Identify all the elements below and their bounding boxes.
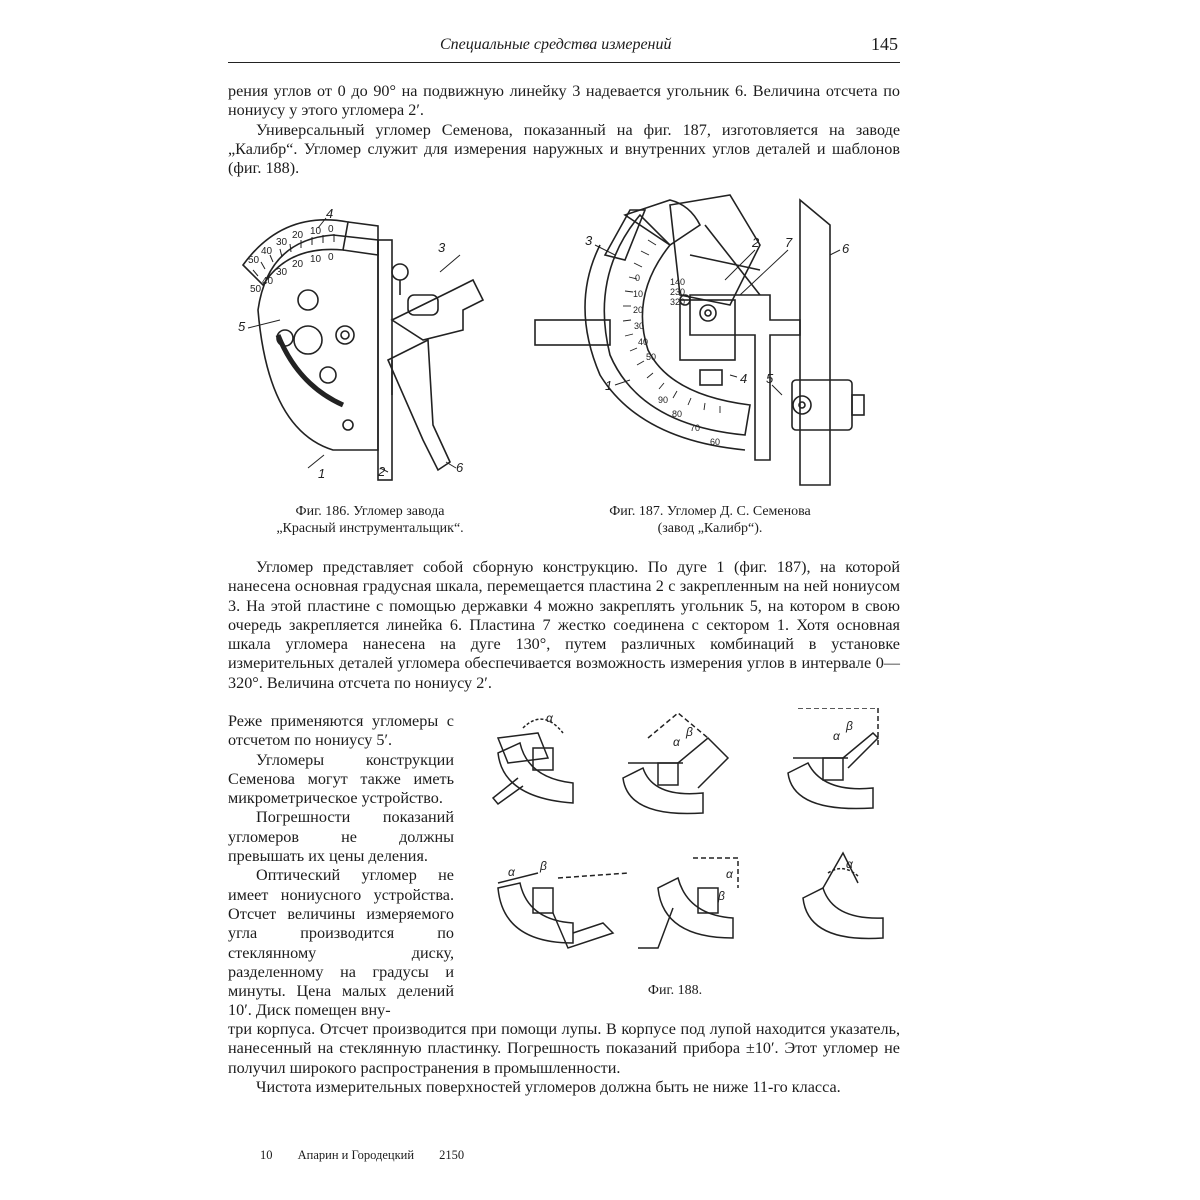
- figure-186-caption: [260, 503, 480, 537]
- fig187-scale-80: 80: [672, 409, 683, 419]
- fig187-scale-230: 230: [670, 287, 686, 297]
- fig188-alpha-4: α: [508, 865, 515, 879]
- fig188-beta-5: β: [718, 889, 725, 903]
- fig188-alpha-5: α: [726, 867, 733, 881]
- page-header: [228, 28, 900, 63]
- fig187-label-5: 5: [766, 371, 774, 386]
- fig186-vernier-40: 40: [261, 246, 273, 257]
- fig186-scale-30: 30: [276, 267, 288, 278]
- fig187-scale-0: 0: [635, 273, 641, 283]
- fig187-label-6: 6: [842, 241, 850, 256]
- fig186-scale-20: 20: [292, 259, 304, 270]
- fig186-vernier-0: 0: [328, 224, 334, 235]
- bottom-text: [228, 1020, 900, 1097]
- figure-188-drawing: [478, 708, 898, 978]
- fig186-label-2: 2: [378, 464, 386, 479]
- fig186-scale-50: 50: [250, 284, 262, 295]
- fig188-beta-4: β: [540, 859, 547, 873]
- fig187-scale-20: 20: [633, 305, 644, 315]
- fig187-scale-40: 40: [638, 337, 649, 347]
- paragraph-4: Реже применяются угломеры с отсчетом по нониусу 5′.: [228, 712, 454, 750]
- fig186-vernier-30: 30: [276, 237, 288, 248]
- page-number: 145: [871, 34, 898, 54]
- fig186-scale-0: 0: [328, 252, 334, 263]
- fig187-label-7: 7: [785, 235, 793, 250]
- fig188-beta-2: β: [686, 725, 693, 739]
- running-title: Специальные средства измерений: [440, 36, 672, 53]
- fig187-label-3: 3: [585, 233, 593, 248]
- fig187-scale-10: 10: [633, 289, 644, 299]
- figure-187-caption: [570, 503, 850, 537]
- paragraph-7: Оптический угломер не имеет нониусного устройства. Отсчет величины измеряемого угла производится по стеклянному диску, разделенному на градусы и минуты. Цена малых делений 10′. Диск помещен вну-: [228, 866, 454, 1020]
- fig187-scale-50: 50: [646, 352, 657, 362]
- fig186-label-6: 6: [456, 460, 464, 475]
- fig186-caption-line2: „Красный инструментальщик“.: [276, 521, 464, 536]
- figure-186-drawing: [228, 200, 488, 490]
- fig188-alpha-2: α: [673, 735, 680, 749]
- fig187-scale-90: 90: [658, 395, 669, 405]
- fig186-scale-40: 40: [262, 276, 274, 287]
- fig186-vernier-50: 50: [248, 255, 260, 266]
- fig186-scale-10: 10: [310, 254, 322, 265]
- main-text: [228, 558, 900, 693]
- fig187-caption-line1: Фиг. 187. Угломер Д. С. Семенова: [609, 504, 811, 519]
- paragraph-5: Угломеры конструкции Семенова могут также иметь микрометрическое устройство.: [228, 750, 454, 808]
- paragraph-3: Угломер представляет собой сборную конструкцию. По дуге 1 (фиг. 187), на которой нанесена основная градусная шкала, перемещается пластина 2 с закрепленным на ней нониусом 3. На этой пластине с помощью державки 4 можно закреплять угольник 5, на котором в свою очередь закрепляется линейка 6. Пластина 7 жестко соединена с сектором 1. Хотя основная шкала угломера нанесена на дуге 130°, путем различных комбинаций в установке измерительных деталей угломера обеспечивается возможность измерения углов в интервале 0—320°. Величина отсчета по нониусу 2′.: [228, 558, 900, 692]
- fig188-alpha-6: α: [846, 857, 853, 871]
- fig187-scale-140: 140: [670, 277, 686, 287]
- fig187-scale-70: 70: [690, 423, 701, 433]
- fig186-vernier-10: 10: [310, 226, 322, 237]
- authors: Апарин и Городецкий: [297, 1148, 415, 1162]
- paragraph-8: три корпуса. Отсчет производится при помощи лупы. В корпусе под лупой находится указатель, нанесенный на стеклянную пластинку. Погрешность показаний прибора ±10′. Этот угломер не получил широкого распространения в промышленности.: [228, 1020, 900, 1077]
- fig187-label-2: 2: [752, 235, 760, 250]
- fig188-alpha-1: α: [546, 711, 553, 725]
- fig186-label-5: 5: [238, 319, 246, 334]
- paragraph-1: рения углов от 0 до 90° на подвижную линейку 3 надевается угольник 6. Величина отсчета по нониусу у этого угломера 2′.: [228, 82, 900, 120]
- fig187-caption-line2: (завод „Калибр“).: [657, 521, 763, 536]
- figure-188-caption: Фиг. 188.: [647, 983, 703, 998]
- fig186-label-1: 1: [318, 466, 326, 481]
- top-text: [228, 82, 900, 178]
- fig187-scale-30: 30: [634, 321, 645, 331]
- fig187-scale-320: 320: [670, 297, 686, 307]
- signature-number: 10: [260, 1148, 273, 1162]
- order-number: 2150: [439, 1148, 465, 1162]
- paragraph-6: Погрешности показаний угломеров не должны превышать их цены деления.: [228, 808, 454, 866]
- fig186-label-3: 3: [438, 240, 446, 255]
- fig186-caption-line1: Фиг. 186. Угломер завода: [295, 504, 445, 519]
- fig187-label-4: 4: [740, 371, 748, 386]
- paragraph-9: Чистота измерительных поверхностей угломеров должна быть не ниже 11-го класса.: [256, 1077, 841, 1096]
- fig188-alpha-3: α: [833, 729, 840, 743]
- column-text: [228, 712, 454, 1021]
- fig187-label-1: 1: [605, 378, 613, 393]
- fig186-label-4: 4: [326, 206, 334, 221]
- paragraph-2: Универсальный угломер Семенова, показанный на фиг. 187, изготовляется на заводе „Калибр“. Угломер служит для измерения наружных и внутренних углов деталей и шаблонов (фиг. 188).: [228, 120, 900, 178]
- fig186-vernier-20: 20: [292, 230, 304, 241]
- page-footer: [260, 1148, 486, 1163]
- fig188-beta-3: β: [846, 719, 853, 733]
- fig187-scale-60: 60: [710, 437, 721, 447]
- figure-187-drawing: [530, 185, 900, 490]
